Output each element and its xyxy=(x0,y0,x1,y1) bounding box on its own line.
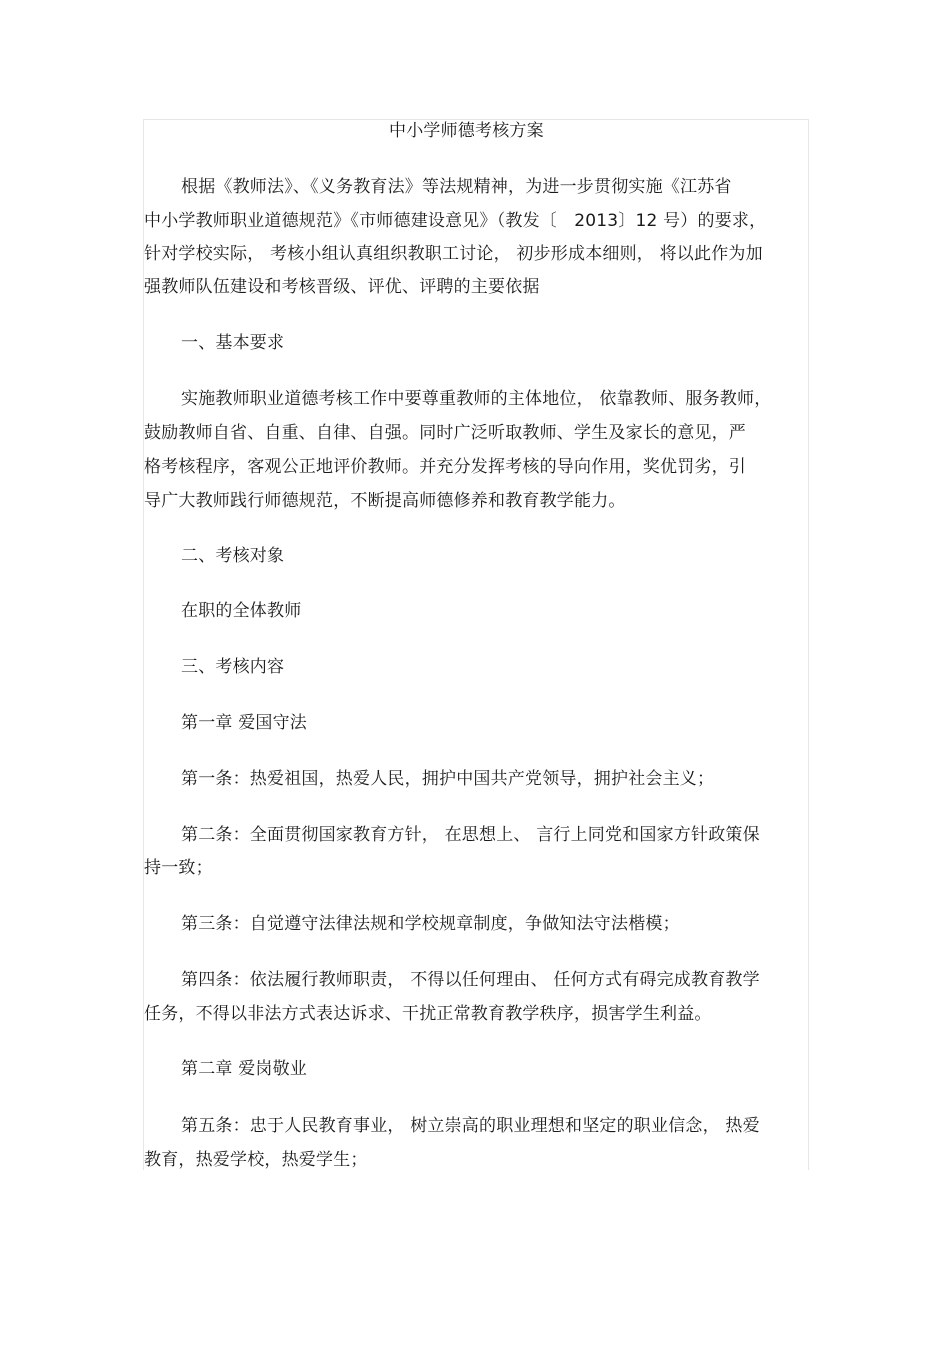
page-title: 中小学师德考核方案 xyxy=(389,121,544,141)
chapter-heading: 第二章 爱岗敬业 xyxy=(181,1059,308,1079)
paragraph-line: 中小学教师职业道德规范》《市师德建设意见》（教发〔 2013〕12 号）的要求， xyxy=(144,211,767,231)
article-line: 第三条：自觉遵守法律法规和学校规章制度，争做知法守法楷模； xyxy=(181,914,680,934)
article-line: 第四条：依法履行教师职责， 不得以任何理由、 任何方式有碍完成教育教学 xyxy=(181,970,760,990)
article-line: 持一致； xyxy=(144,858,213,878)
article-line: 第一条：热爱祖国，热爱人民，拥护中国共产党领导，拥护社会主义； xyxy=(181,769,715,789)
article-line: 任务，不得以非法方式表达诉求、干扰正常教育教学秩序，损害学生利益。 xyxy=(144,1004,712,1024)
section-heading: 二、考核对象 xyxy=(181,546,285,566)
chapter-heading: 第一章 爱国守法 xyxy=(181,713,308,733)
paragraph-line: 强教师队伍建设和考核晋级、评优、评聘的主要依据 xyxy=(144,277,540,297)
paragraph-line: 鼓励教师自省、自重、自律、自强。同时广泛听取教师、学生及家长的意见，严 xyxy=(144,423,746,443)
article-line: 教育，热爱学校，热爱学生； xyxy=(144,1150,368,1170)
section-heading: 一、基本要求 xyxy=(181,333,285,353)
paragraph-line: 在职的全体教师 xyxy=(181,601,302,621)
paragraph-line: 根据《教师法》、《义务教育法》等法规精神，为进一步贯彻实施《江苏省 xyxy=(181,177,732,197)
paragraph-line: 格考核程序，客观公正地评价教师。并充分发挥考核的导向作用，奖优罚劣，引 xyxy=(144,457,746,477)
section-heading: 三、考核内容 xyxy=(181,657,285,677)
paragraph-line: 实施教师职业道德考核工作中要尊重教师的主体地位， 依靠教师、服务教师， xyxy=(181,389,772,409)
paragraph-line: 针对学校实际， 考核小组认真组织教职工讨论， 初步形成本细则， 将以此作为加 xyxy=(144,244,763,264)
paragraph-line: 导广大教师践行师德规范，不断提高师德修养和教育教学能力。 xyxy=(144,491,626,511)
article-line: 第二条：全面贯彻国家教育方针， 在思想上、 言行上同党和国家方针政策保 xyxy=(181,825,760,845)
article-line: 第五条：忠于人民教育事业， 树立崇高的职业理想和坚定的职业信念， 热爱 xyxy=(181,1116,760,1136)
